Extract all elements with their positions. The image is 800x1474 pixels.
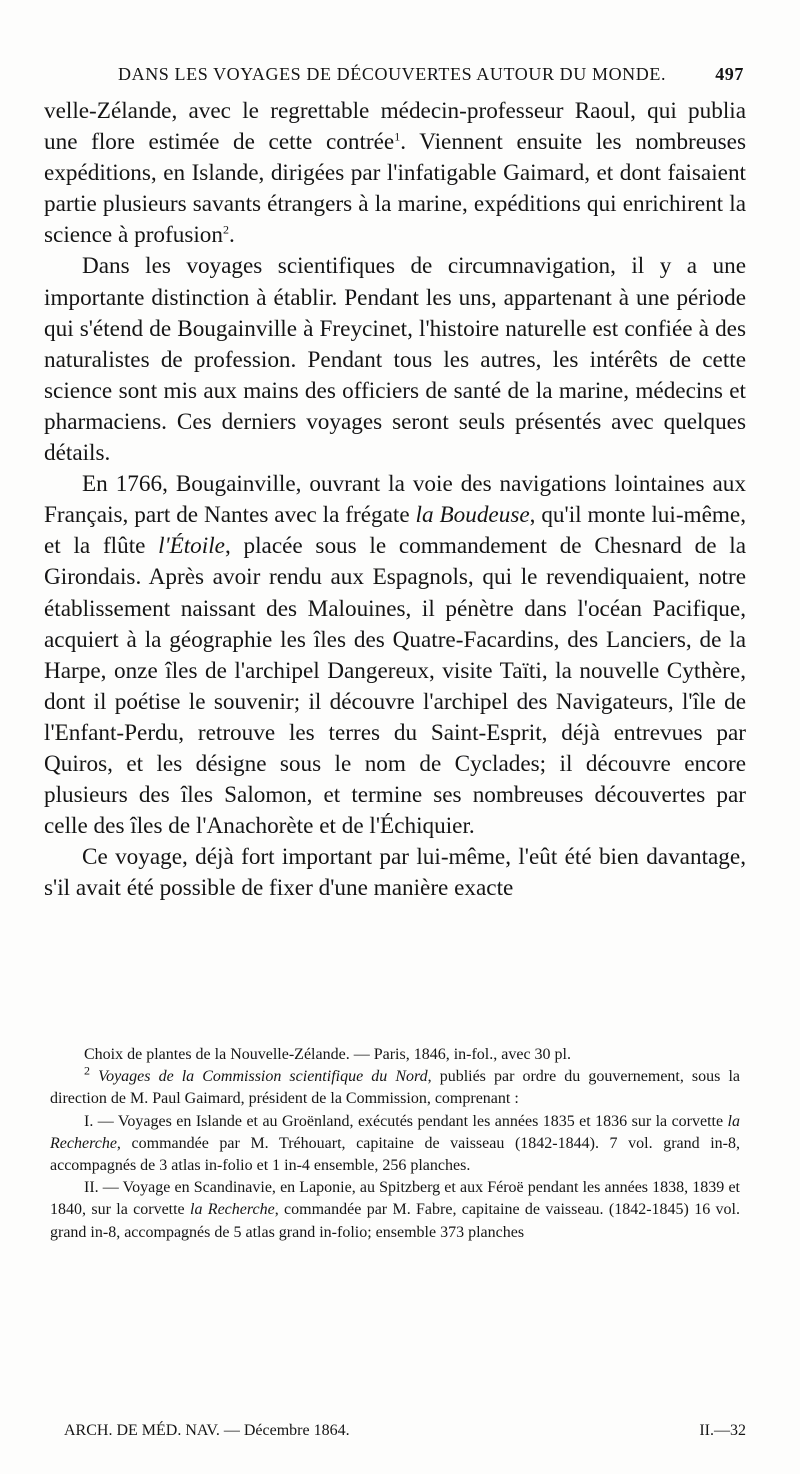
footnote-2-item-i-part-a: I. — Voyages en Islande et au Groënland, exécutés pendant les années 1835 et 1836 sur la corvette [84, 1112, 728, 1130]
footnote-ref-2: 2 [223, 222, 229, 237]
page-footer [64, 1422, 746, 1446]
ship-name-boudeuse: la Boudeuse [415, 502, 530, 529]
footnote-2-item-ii-ship: la Recherche [190, 1201, 275, 1219]
paragraph-3-part-c: , placée sous le commandement de Chesnard de la Girondais. Après avoir rendu aux Espagnols, qui le revendiquaient, notre établissement naissant des Malouines, il pénètre dans l'océan Pacifique, acquiert à la géographie les îles des Quatre-Facardins, des Lanciers, de la Harpe, onze îles de l'archipel Dangereux, visite Taïti, la nouvelle Cythère, dont il poétise le souvenir; il découvre l'archipel des Navigateurs, l'île de l'Enfant-Perdu, retrouve les terres du Saint-Esprit, déjà entrevues par Quiros, et les désigne sous le nom de Cyclades; il découvre encore plusieurs des îles Salomon, et termine ses nombreuses découvertes par celle des îles de l'Anachorète et de l'Échiquier. [44, 533, 746, 840]
footnotes [50, 1044, 740, 1244]
paragraph-1-part-b: . Viennent ensuite les nombreuses expéditions, en Islande, dirigées par l'infatigable Gaimard, et dont faisaient partie plusieurs savants étrangers à la marine, expéditions qui enrichirent la science à profusion [44, 129, 746, 249]
footnote-2-item-i-part-b: , commandée par M. Tréhouart, capitaine de vaisseau (1842-1844). 7 vol. grand in-8, accompagnés de 3 atlas in-folio et 1 in-4 ensemble, 256 planches. [50, 1134, 740, 1175]
footnote-2-number: 2 [84, 1063, 90, 1078]
footnote-1: Choix de plantes de la Nouvelle-Zélande. — Paris, 1846, in-fol., avec 30 pl. [84, 1046, 571, 1063]
paragraph-3-part-b: , qu'il monte lui-même, et la flûte [44, 502, 747, 560]
paragraph-3-part-a: En 1766, Bougainville, ouvrant la voie des navigations lointaines aux Français, part de Nantes avec la frégate [44, 471, 746, 529]
footnote-2 [50, 1063, 740, 1110]
footnote-2-item-i-ship: la Recherche [50, 1112, 740, 1152]
ship-name-etoile: l'Étoile [158, 533, 225, 560]
paragraph-3 [44, 469, 746, 842]
sheet-signature: II.—32 [699, 1422, 746, 1439]
footnote-2-text: , publiés par ordre du gouvernement, sous la direction de M. Paul Gaimard, président de la Commission, comprenant : [50, 1068, 740, 1108]
paragraph-1-part-c: . [229, 222, 235, 249]
paragraph-1-part-a: velle-Zélande, avec le regrettable médecin-professeur Raoul, qui publia une flore estimée de cette contrée [44, 98, 746, 156]
running-title: DANS LES VOYAGES DE DÉCOUVERTES AUTOUR DU MONDE. [118, 64, 667, 84]
footnote-2-item-ii-part-b: , commandée par M. Fabre, capitaine de vaisseau. (1842-1845) 16 vol. grand in-8, accompagnés de 5 atlas grand in-folio; ensemble 373 planches [50, 1201, 740, 1241]
footnote-ref-1: 1 [394, 129, 401, 144]
paragraph-2: Dans les voyages scientifiques de circumnavigation, il y a une importante distinction à établir. Pendant les uns, appartenant à une période qui s'étend de Bougainville à Freycinet, l'histoire naturelle est confiée à des naturalistes de profession. Pendant tous les autres, les intérêts de cette science sont mis aux mains des officiers de santé de la marine, médecins et pharmaciens. Ces derniers voyages seront seuls présentés avec quelques détails. [44, 253, 746, 467]
footnote-2-item-ii-part-a: II. — Voyage en Scandinavie, en Laponie, au Spitzberg et aux Féroë pendant les années 1838, 1839 et 1840, sur la corvette [50, 1179, 740, 1219]
footnote-2-item-i [50, 1111, 740, 1178]
running-header [118, 64, 744, 90]
main-text [44, 96, 746, 904]
paragraph-1 [44, 96, 746, 251]
footnote-2-title: Voyages de la Commission scientifique du Nord [98, 1068, 428, 1086]
footnote-2-item-ii [50, 1177, 740, 1244]
paragraph-4: Ce voyage, déjà fort important par lui-même, l'eût été bien davantage, s'il avait été possible de fixer d'une manière exacte [44, 844, 746, 902]
page-number: 497 [715, 64, 744, 84]
journal-reference: ARCH. DE MÉD. NAV. — Décembre 1864. [64, 1422, 350, 1439]
